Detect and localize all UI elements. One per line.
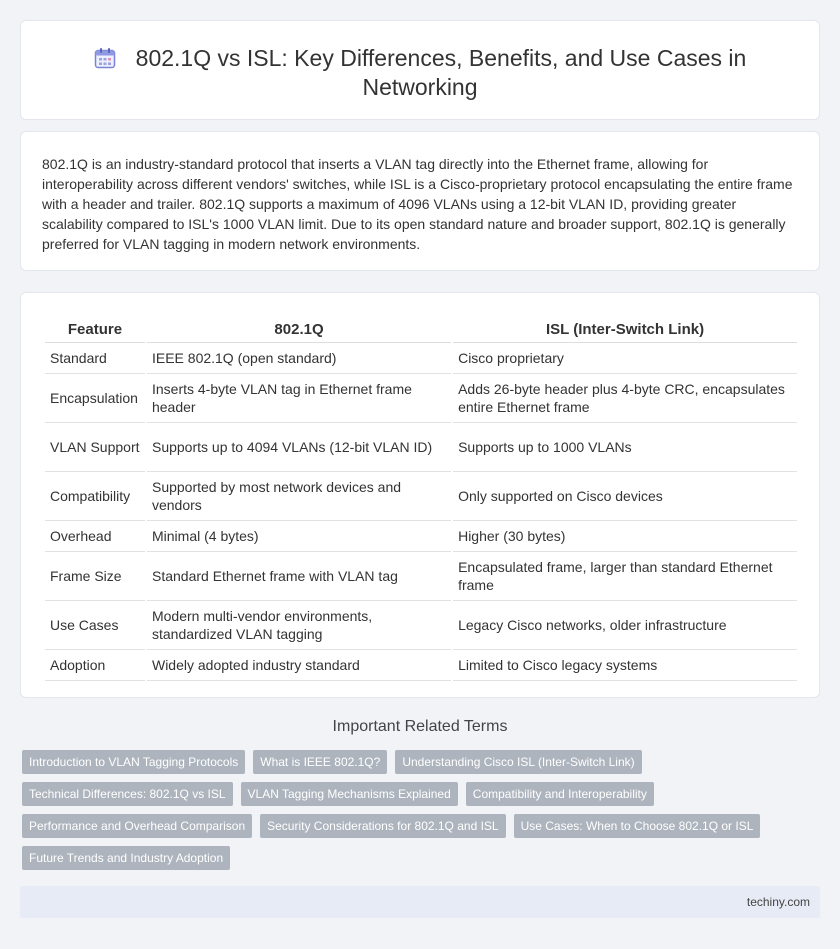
table-row <box>45 521 797 552</box>
cell-isl: Adds 26-byte header plus 4-byte CRC, encapsulates entire Ethernet frame <box>453 374 797 423</box>
related-tag[interactable]: Introduction to VLAN Tagging Protocols <box>22 750 245 774</box>
calendar-icon <box>94 47 116 69</box>
related-tag[interactable]: Future Trends and Industry Adoption <box>22 846 230 870</box>
header-isl: ISL (Inter-Switch Link) <box>453 313 797 343</box>
page-title-text: 802.1Q vs ISL: Key Differences, Benefits, and Use Cases in Networking <box>135 45 747 100</box>
related-tag[interactable]: Use Cases: When to Choose 802.1Q or ISL <box>514 814 761 838</box>
intro-card <box>20 131 820 271</box>
related-tag[interactable]: Technical Differences: 802.1Q vs ISL <box>22 782 233 806</box>
related-tag[interactable]: Compatibility and Interoperability <box>466 782 654 806</box>
cell-feature: Compatibility <box>45 472 145 521</box>
header-card <box>20 20 820 120</box>
cell-isl: Only supported on Cisco devices <box>453 472 797 521</box>
related-tag[interactable]: Security Considerations for 802.1Q and ISL <box>260 814 505 838</box>
comparison-table-card <box>20 292 820 698</box>
header-feature: Feature <box>45 313 145 343</box>
table-row <box>45 601 797 650</box>
cell-isl: Cisco proprietary <box>453 343 797 374</box>
related-terms-title: Important Related Terms <box>332 718 508 735</box>
cell-8021q: Widely adopted industry standard <box>147 650 451 681</box>
related-terms-tags <box>22 750 812 870</box>
cell-isl: Limited to Cisco legacy systems <box>453 650 797 681</box>
footer <box>20 886 820 918</box>
table-row <box>45 650 797 681</box>
comparison-table <box>43 313 799 681</box>
cell-isl: Supports up to 1000 VLANs <box>453 423 797 472</box>
cell-feature: VLAN Support <box>45 423 145 472</box>
cell-feature: Encapsulation <box>45 374 145 423</box>
table-row <box>45 423 797 472</box>
cell-feature: Overhead <box>45 521 145 552</box>
cell-isl: Encapsulated frame, larger than standard Ethernet frame <box>453 552 797 601</box>
table-row <box>45 343 797 374</box>
header-8021q: 802.1Q <box>147 313 451 343</box>
related-tag[interactable]: VLAN Tagging Mechanisms Explained <box>241 782 458 806</box>
related-tag[interactable]: What is IEEE 802.1Q? <box>253 750 387 774</box>
cell-8021q: Minimal (4 bytes) <box>147 521 451 552</box>
cell-8021q: Inserts 4-byte VLAN tag in Ethernet frame header <box>147 374 451 423</box>
page-title <box>70 44 770 102</box>
cell-8021q: Standard Ethernet frame with VLAN tag <box>147 552 451 601</box>
cell-isl: Higher (30 bytes) <box>453 521 797 552</box>
cell-feature: Adoption <box>45 650 145 681</box>
cell-8021q: Modern multi-vendor environments, standardized VLAN tagging <box>147 601 451 650</box>
table-header-row <box>45 313 797 343</box>
cell-isl: Legacy Cisco networks, older infrastructure <box>453 601 797 650</box>
cell-8021q: Supported by most network devices and vendors <box>147 472 451 521</box>
table-row <box>45 374 797 423</box>
table-row <box>45 472 797 521</box>
cell-feature: Use Cases <box>45 601 145 650</box>
related-tag[interactable]: Understanding Cisco ISL (Inter-Switch Link) <box>395 750 641 774</box>
intro-paragraph: 802.1Q is an industry-standard protocol that inserts a VLAN tag directly into the Ethernet frame, allowing for interoperability across different vendors' switches, while ISL is a Cisco-proprietary protocol encapsulating the entire frame with a header and trailer. 802.1Q supports a maximum of 4096 VLANs using a 12-bit VLAN ID, providing greater scalability compared to ISL's 1000 VLAN limit. Due to its open standard nature and broader support, 802.1Q is generally preferred for VLAN tagging in modern network environments. <box>42 156 793 252</box>
footer-site-link[interactable]: techiny.com <box>746 895 810 909</box>
title-wrap <box>70 44 770 102</box>
table-row <box>45 552 797 601</box>
cell-8021q: Supports up to 4094 VLANs (12-bit VLAN ID) <box>147 423 451 472</box>
cell-8021q: IEEE 802.1Q (open standard) <box>147 343 451 374</box>
cell-feature: Frame Size <box>45 552 145 601</box>
related-tag[interactable]: Performance and Overhead Comparison <box>22 814 252 838</box>
cell-feature: Standard <box>45 343 145 374</box>
